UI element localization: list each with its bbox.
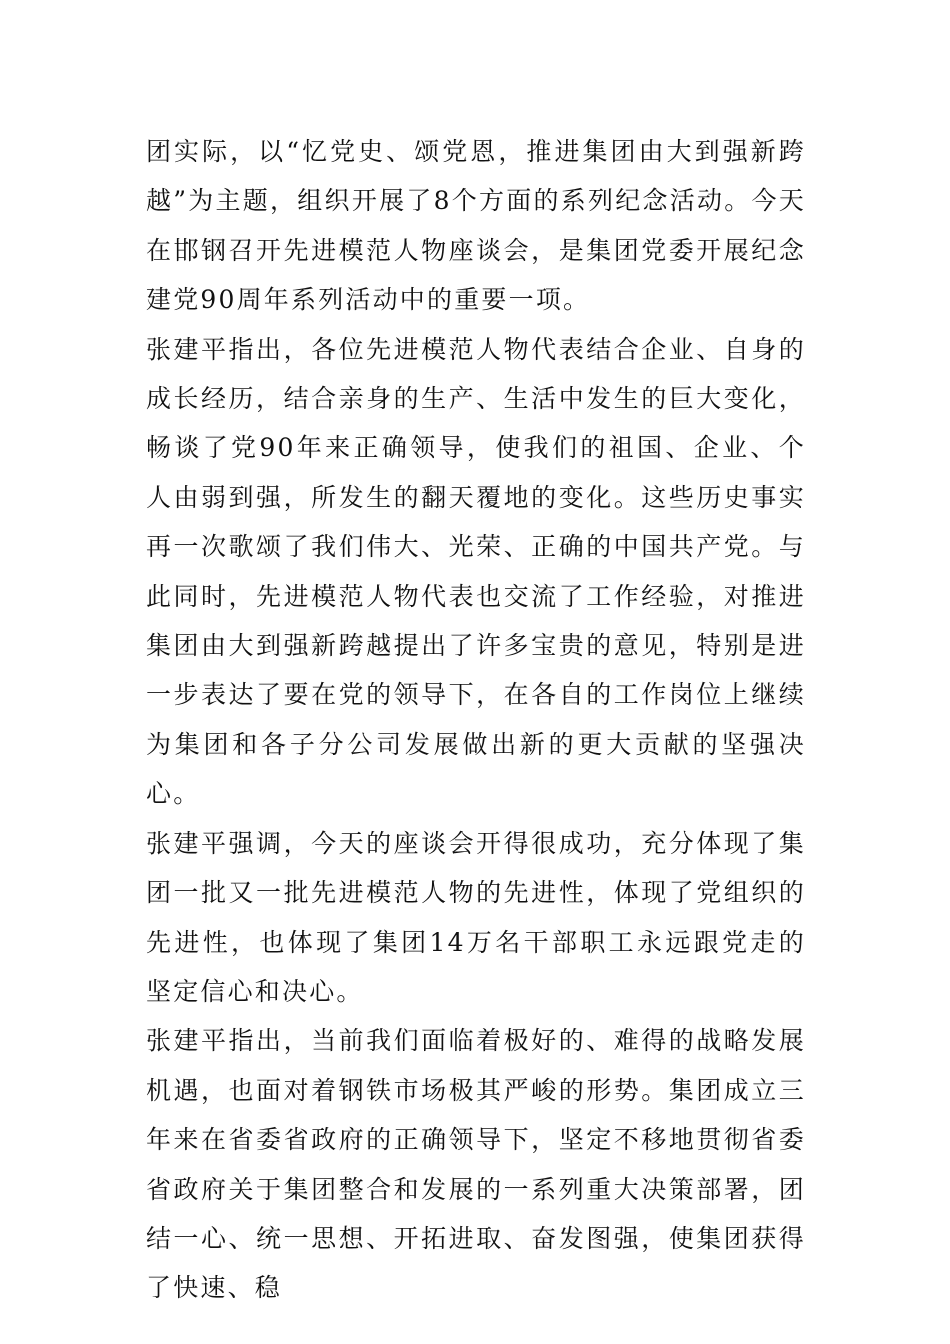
paragraph-4: 张建平指出，当前我们面临着极好的、难得的战略发展机遇，也面对着钢铁市场极其严峻的形势。集团成立三年来在省委省政府的正确领导下，坚定不移地贯彻省委省政府关于集团整合和发展的一系列重大决策部署，团结一心、统一思想、开拓进取、奋发图强，使集团获得了快速、稳 [146,1026,806,1303]
paragraph-2: 张建平指出，各位先进模范人物代表结合企业、自身的成长经历，结合亲身的生产、生活中发生的巨大变化，畅谈了党90年来正确领导，使我们的祖国、企业、个人由弱到强，所发生的翻天覆地的变化。这些历史事实再一次歌颂了我们伟大、光荣、正确的中国共产党。与此同时，先进模范人物代表也交流了工作经验，对推进集团由大到强新跨越提出了许多宝贵的意见，特别是进一步表达了要在党的领导下，在各自的工作岗位上继续为集团和各子分公司发展做出新的更大贡献的坚强决心。 [146,334,806,809]
paragraph-3: 张建平强调，今天的座谈会开得很成功，充分体现了集团一批又一批先进模范人物的先进性，体现了党组织的先进性，也体现了集团14万名干部职工永远跟党走的坚定信心和决心。 [146,828,806,1006]
document-body [146,127,806,1313]
paragraph-1: 团实际，以“忆党史、颂党恩，推进集团由大到强新跨越”为主题，组织开展了8个方面的系列纪念活动。今天在邯钢召开先进模范人物座谈会，是集团党委开展纪念建党90周年系列活动中的重要一项。 [146,137,806,315]
